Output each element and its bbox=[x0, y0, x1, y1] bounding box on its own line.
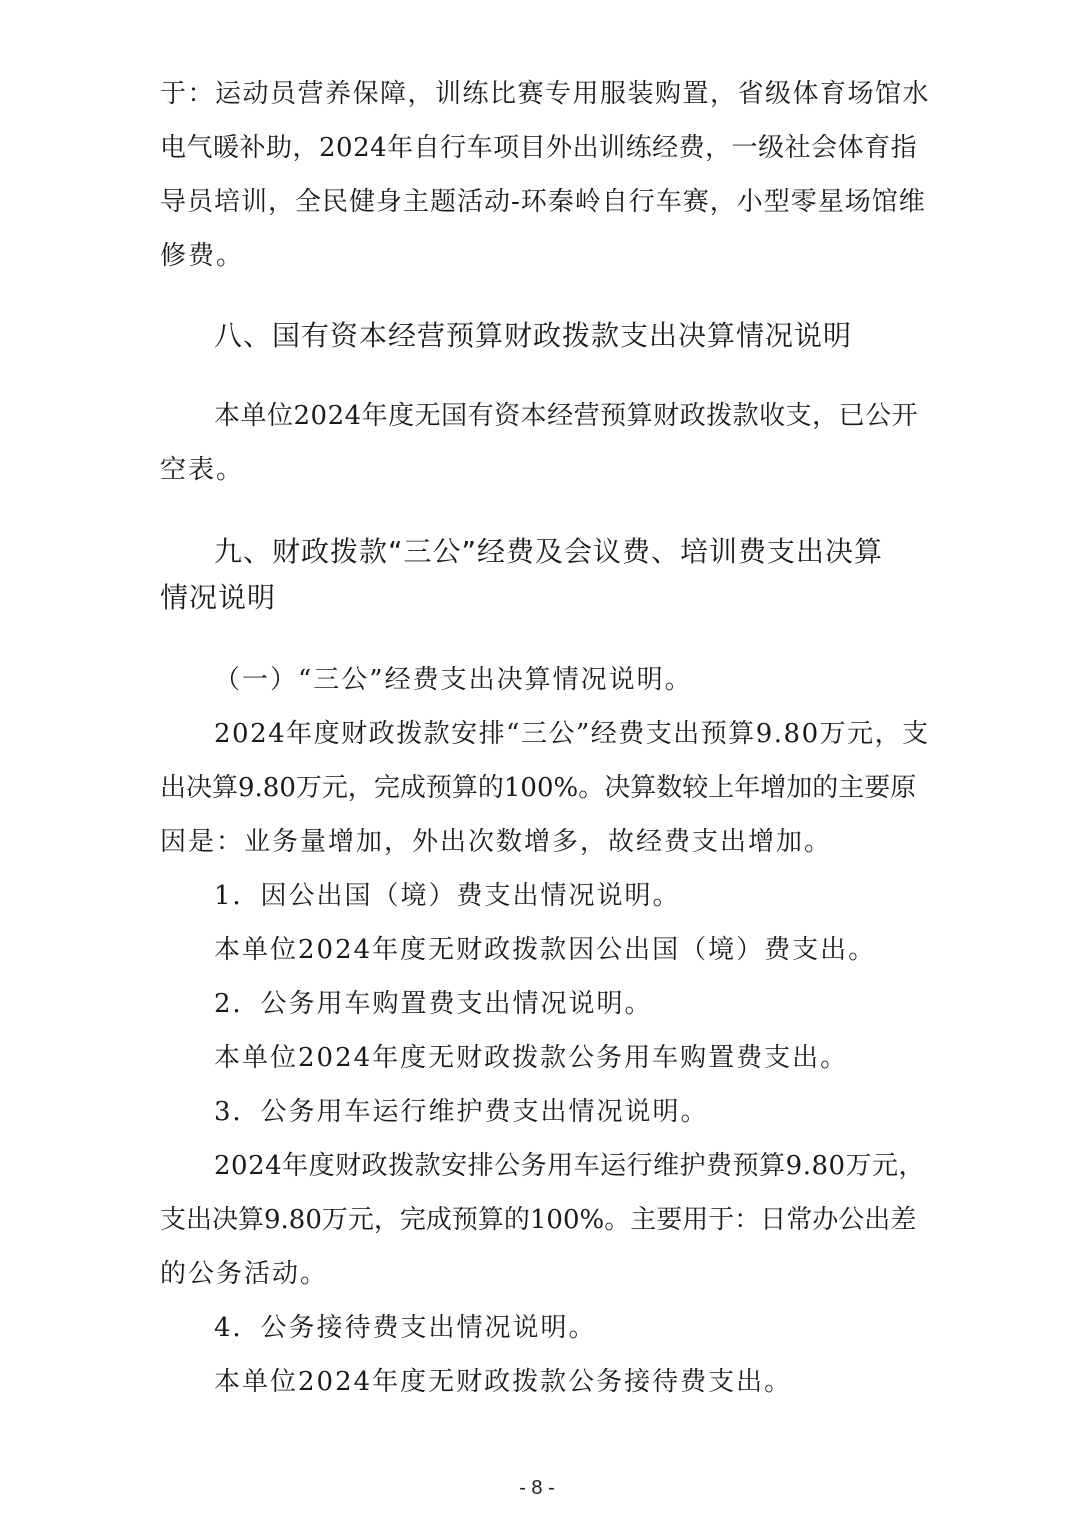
paragraph-line: 电气暖补助，2024年自行车项目外出训练经费，一级社会体育指 bbox=[160, 133, 918, 163]
numbered-heading: 3．公务用车运行维护费支出情况说明。 bbox=[214, 1097, 709, 1127]
paragraph-line: 本单位2024年度无财政拨款公务用车购置费支出。 bbox=[214, 1043, 849, 1073]
paragraph-line: 2024年度财政拨款安排“三公”经费支出预算9.80万元，支 bbox=[214, 719, 930, 749]
section-heading-8: 八、国有资本经营预算财政拨款支出决算情况说明 bbox=[214, 319, 853, 352]
paragraph-line: 于：运动员营养保障，训练比赛专用服装购置，省级体育场馆水 bbox=[160, 79, 931, 109]
numbered-heading: 2．公务用车购置费支出情况说明。 bbox=[214, 989, 653, 1019]
page-number: - 8 - bbox=[519, 1477, 555, 1499]
paragraph-line: 空表。 bbox=[160, 455, 245, 485]
paragraph-line: 本单位2024年度无财政拨款公务接待费支出。 bbox=[214, 1367, 793, 1397]
paragraph-line: 出决算9.80万元，完成预算的100%。决算数较上年增加的主要原 bbox=[160, 773, 917, 803]
subsection-heading: （一）“三公”经费支出决算情况说明。 bbox=[214, 665, 693, 695]
paragraph-line: 2024年度财政拨款安排公务用车运行维护费预算9.80万元， bbox=[214, 1151, 926, 1181]
paragraph-line: 修费。 bbox=[160, 241, 245, 271]
paragraph-line: 因是：业务量增加，外出次数增多，故经费支出增加。 bbox=[160, 827, 833, 857]
section-heading-9-continued: 情况说明 bbox=[160, 581, 277, 614]
paragraph-line: 本单位2024年度无国有资本经营预算财政拨款收支，已公开 bbox=[214, 401, 919, 431]
numbered-heading: 4．公务接待费支出情况说明。 bbox=[214, 1313, 597, 1343]
paragraph-line: 导员培训，全民健身主题活动-环秦岭自行车赛，小型零星场馆维 bbox=[160, 187, 926, 217]
paragraph-line: 本单位2024年度无财政拨款因公出国（境）费支出。 bbox=[214, 935, 877, 965]
numbered-heading: 1．因公出国（境）费支出情况说明。 bbox=[214, 881, 681, 911]
section-heading-9: 九、财政拨款“三公”经费及会议费、培训费支出决算 bbox=[214, 535, 884, 568]
paragraph-line: 支出决算9.80万元，完成预算的100%。主要用于：日常办公出差 bbox=[160, 1205, 917, 1235]
paragraph-line: 的公务活动。 bbox=[160, 1259, 329, 1289]
